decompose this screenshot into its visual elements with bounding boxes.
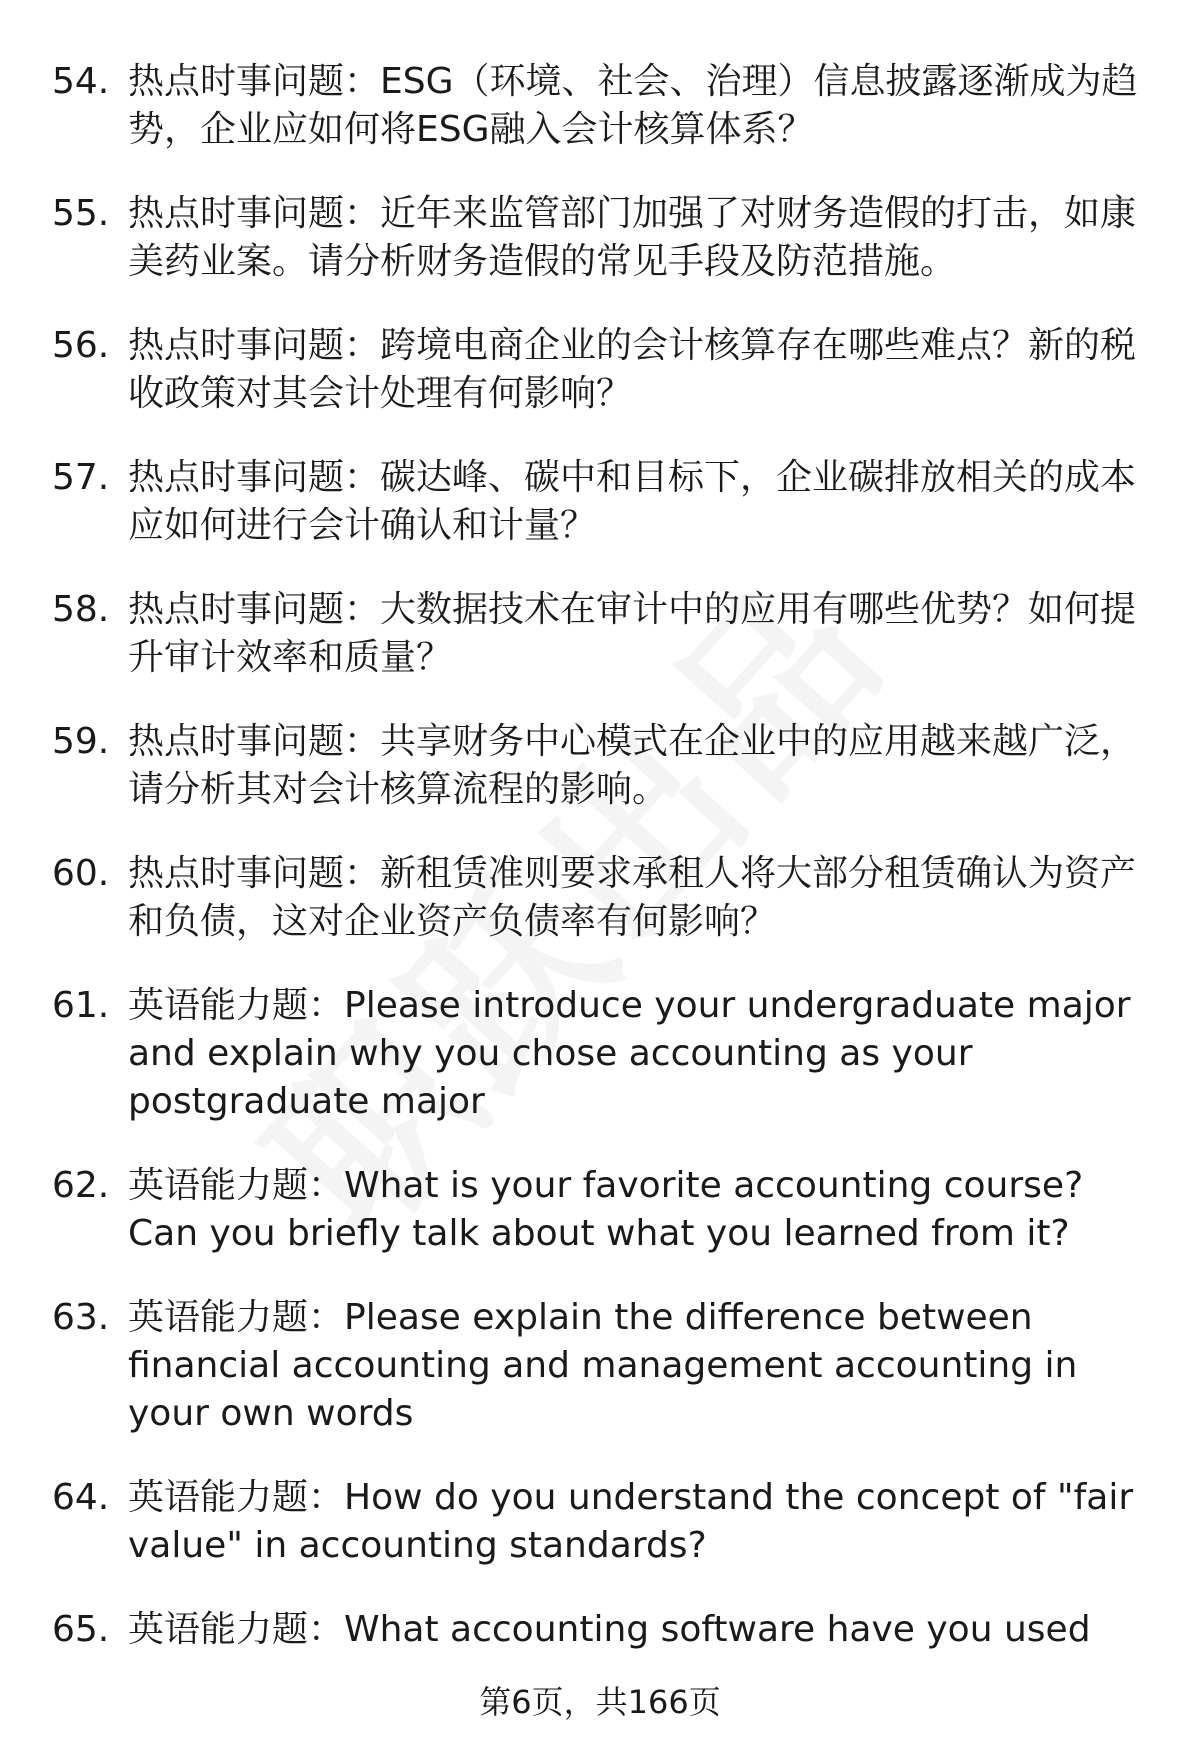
question-number: 54. [52,61,110,102]
question-number: 61. [52,985,110,1026]
question-number: 65. [52,1609,110,1650]
question-number: 62. [52,1165,110,1206]
question-item [52,718,1162,814]
question-text: 热点时事问题：新租赁准则要求承租人将大部分租赁确认为资产和负债，这对企业资产负债率有何影响？ [128,853,1137,942]
question-item [52,1294,1162,1438]
question-number: 63. [52,1297,110,1338]
question-list [52,58,1162,1690]
question-text: 英语能力题：How do you understand the concept of "fair value" in accounting standards? [128,1477,1134,1566]
question-number: 57. [52,457,110,498]
question-text: 英语能力题：What is your favorite accounting course? Can you briefly talk about what you learned from it? [128,1165,1084,1254]
question-text: 英语能力题：Please explain the difference between financial accounting and management accounting in your own words [128,1297,1078,1434]
question-number: 59. [52,721,110,762]
question-item [52,58,1162,154]
question-number: 58. [52,589,110,630]
question-number: 56. [52,325,110,366]
question-item [52,322,1162,418]
question-text: 热点时事问题：跨境电商企业的会计核算存在哪些难点？新的税收政策对其会计处理有何影响？ [128,325,1137,414]
question-number: 60. [52,853,110,894]
question-item [52,454,1162,550]
question-number: 55. [52,193,110,234]
question-item [52,850,1162,946]
page-footer: 第6页，共166页 [479,1683,721,1721]
question-item [52,1474,1162,1570]
question-text: 英语能力题：What accounting software have you used [128,1609,1091,1650]
question-item [52,586,1162,682]
question-item [52,1606,1162,1654]
question-item [52,190,1162,286]
question-item [52,1162,1162,1258]
question-text: 热点时事问题：大数据技术在审计中的应用有哪些优势？如何提升审计效率和质量？ [128,589,1137,678]
question-text: 热点时事问题：共享财务中心模式在企业中的应用越来越广泛，请分析其对会计核算流程的影响。 [128,721,1137,810]
question-text: 英语能力题：Please introduce your undergraduate major and explain why you chose accounting as your postgraduate major [128,985,1131,1122]
question-number: 64. [52,1477,110,1518]
question-text: 热点时事问题：近年来监管部门加强了对财务造假的打击，如康美药业案。请分析财务造假的常见手段及防范措施。 [128,193,1137,282]
question-item [52,982,1162,1126]
question-text: 热点时事问题：碳达峰、碳中和目标下，企业碳排放相关的成本应如何进行会计确认和计量？ [128,457,1137,546]
question-text: 热点时事问题：ESG（环境、社会、治理）信息披露逐渐成为趋势，企业应如何将ESG融入会计核算体系？ [128,61,1138,150]
